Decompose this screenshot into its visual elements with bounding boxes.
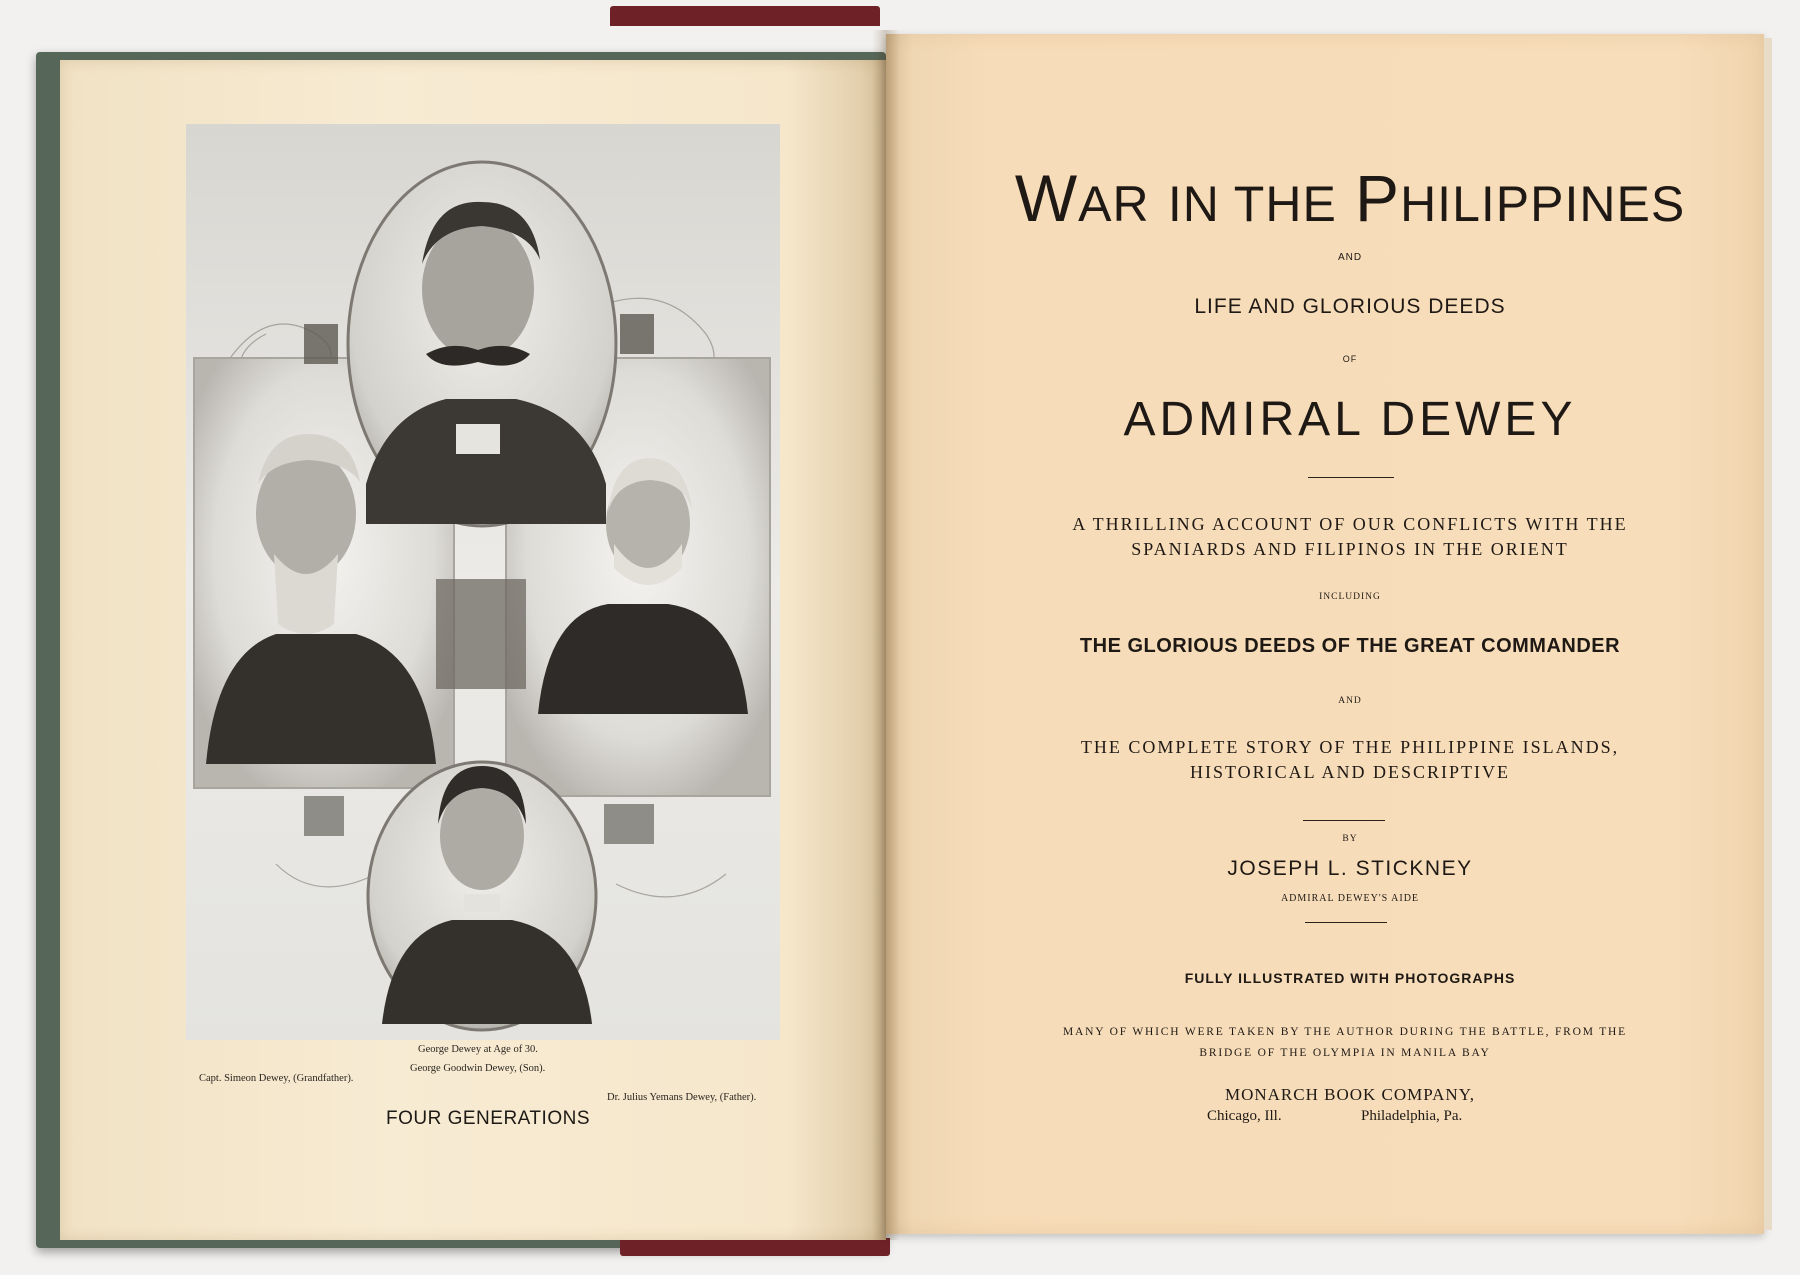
by-connector: BY xyxy=(1342,834,1358,844)
plate-title: FOUR GENERATIONS xyxy=(386,1108,590,1129)
title-initial-w: W xyxy=(1014,161,1079,235)
publisher-name: MONARCH BOOK COMPANY, xyxy=(1224,1085,1476,1104)
title-hilippines: HILIPPINES xyxy=(1400,176,1686,232)
note-line: BRIDGE OF THE OLYMPIA IN MANILA BAY xyxy=(1199,1047,1491,1059)
rule-divider-1 xyxy=(1308,477,1394,478)
caption-george-dewey: George Dewey at Age of 30. xyxy=(418,1044,538,1055)
description-line: HISTORICAL AND DESCRIPTIVE xyxy=(1189,762,1510,782)
book-title xyxy=(1000,160,1700,236)
photographs-note xyxy=(1020,1022,1670,1064)
caption-julius-dewey: Dr. Julius Yemans Dewey, (Father). xyxy=(607,1092,757,1103)
subtitle-admiral-dewey: ADMIRAL DEWEY xyxy=(1123,393,1577,446)
description-thrilling xyxy=(1000,512,1700,562)
description-line: THE COMPLETE STORY OF THE PHILIPPINE ISLANDS, xyxy=(1080,737,1620,757)
and-connector-2: AND xyxy=(1338,696,1362,706)
note-line: MANY OF WHICH WERE TAKEN BY THE AUTHOR DURING THE BATTLE, FROM THE xyxy=(1063,1026,1627,1038)
caption-simeon-dewey: Capt. Simeon Dewey, (Grandfather). xyxy=(199,1073,354,1084)
description-line: A THRILLING ACCOUNT OF OUR CONFLICTS WITH THE xyxy=(1072,514,1628,534)
frontispiece-plate xyxy=(186,124,780,1040)
description-complete-story xyxy=(1000,735,1700,785)
rule-divider-3 xyxy=(1305,922,1387,923)
subtitle-life: LIFE AND GLORIOUS DEEDS xyxy=(1194,295,1506,318)
caption-george-goodwin-dewey: George Goodwin Dewey, (Son). xyxy=(410,1063,546,1074)
illustrated-note: FULLY ILLUSTRATED WITH PHOTOGRAPHS xyxy=(1184,970,1516,986)
rule-divider-2 xyxy=(1303,820,1385,821)
publisher-city-chicago: Chicago, Ill. xyxy=(1207,1108,1282,1124)
cover-edge-maroon-bottom xyxy=(620,1238,890,1256)
author-name: JOSEPH L. STICKNEY xyxy=(1227,857,1473,880)
cover-edge-maroon-top xyxy=(610,6,880,26)
title-initial-p: P xyxy=(1355,161,1401,235)
of-connector: OF xyxy=(1342,354,1358,364)
including-connector: INCLUDING xyxy=(1319,592,1381,602)
portrait-collage xyxy=(186,124,780,1040)
glorious-deeds-heading: THE GLORIOUS DEEDS OF THE GREAT COMMANDER xyxy=(1079,635,1621,657)
title-ar: AR xyxy=(1078,176,1150,232)
title-in-the: IN THE xyxy=(1167,176,1337,232)
and-connector-1: AND xyxy=(1337,252,1363,263)
book-gutter xyxy=(872,30,900,1240)
page-edges-right xyxy=(1764,38,1772,1230)
author-role: ADMIRAL DEWEY'S AIDE xyxy=(1280,893,1420,904)
description-line: SPANIARDS AND FILIPINOS IN THE ORIENT xyxy=(1131,539,1569,559)
publisher-city-philadelphia: Philadelphia, Pa. xyxy=(1361,1108,1463,1124)
